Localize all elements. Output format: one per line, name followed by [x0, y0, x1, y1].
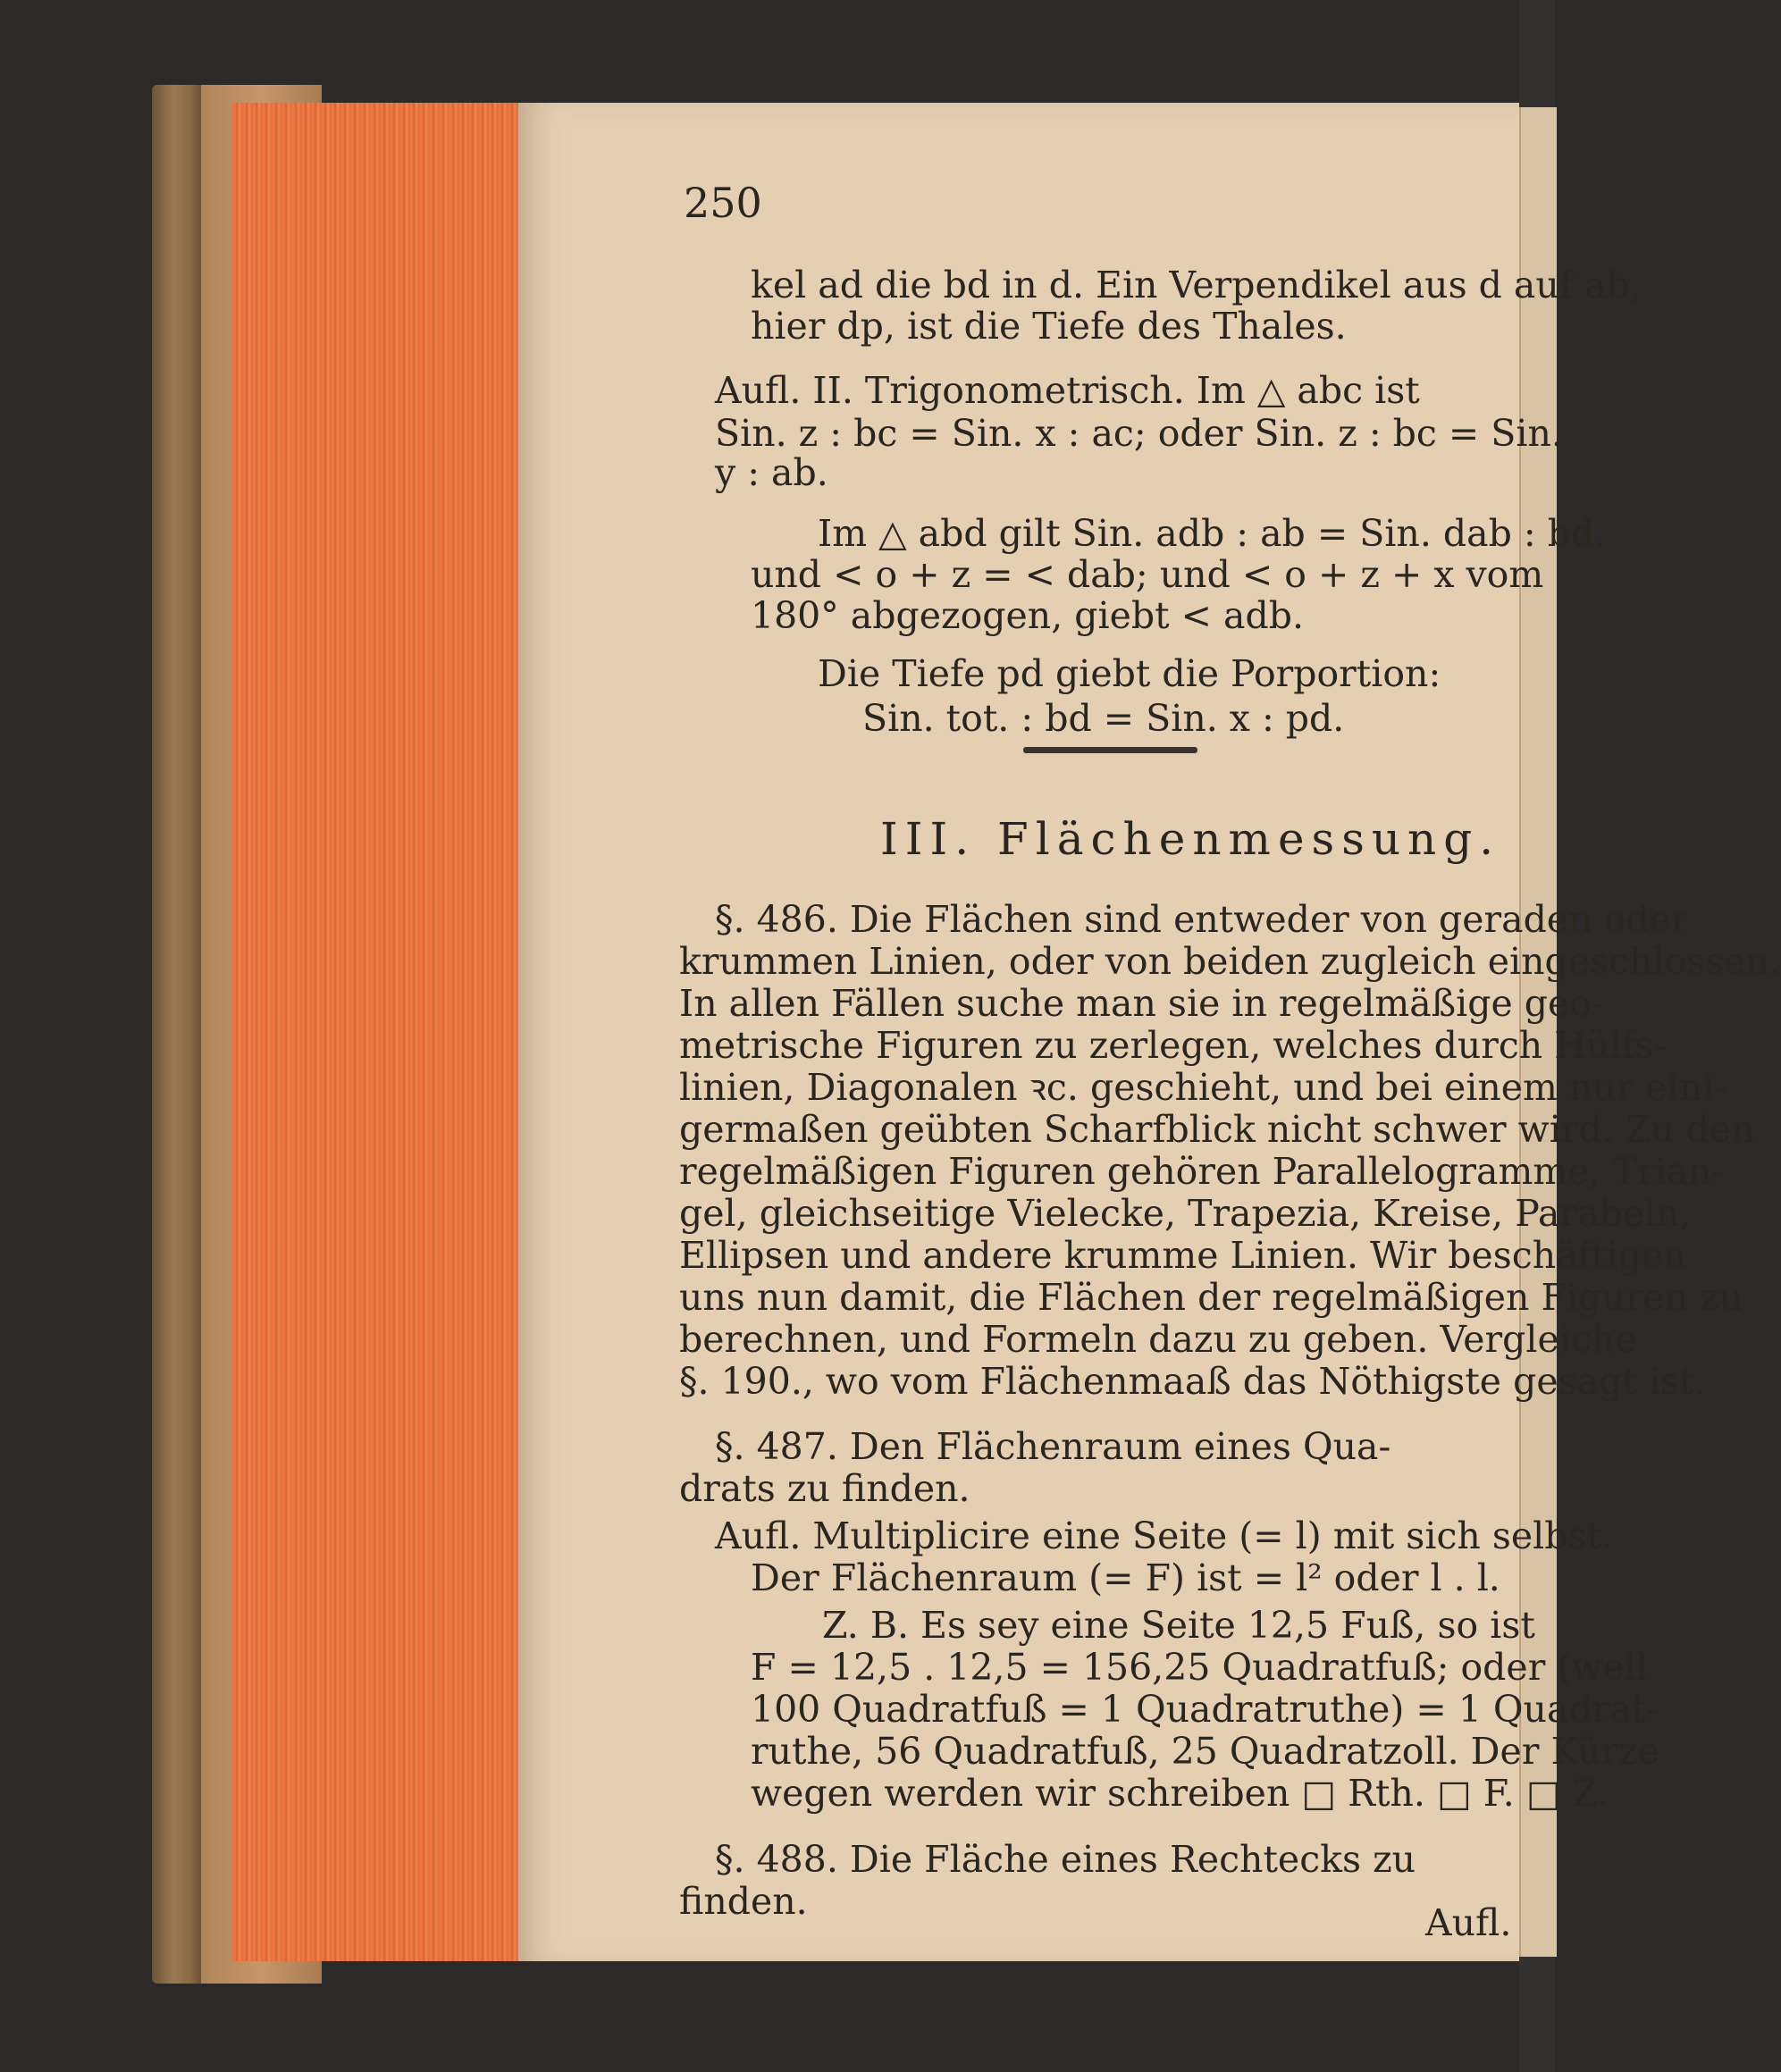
- text-line: wegen werden wir schreiben □ Rth. □ F. □ Z.: [751, 1772, 1609, 1815]
- separator-rule: [1023, 747, 1197, 753]
- book-spine: [152, 85, 206, 1984]
- text-line: Z. B. Es sey eine Seite 12,5 Fuß, so ist: [822, 1604, 1535, 1647]
- page-number: 250: [684, 179, 762, 227]
- text-line: linien, Diagonalen ꝛc. geschieht, und bei einem nur eini-: [679, 1066, 1727, 1109]
- text-line: Im △ abd gilt Sin. adb : ab = Sin. dab : bd.: [818, 512, 1607, 555]
- text-line: §. 486. Die Flächen sind entweder von geraden oder: [715, 898, 1689, 941]
- text-line: F = 12,5 . 12,5 = 156,25 Quadratfuß; oder (weil: [751, 1646, 1648, 1689]
- text-line: Sin. tot. : bd = Sin. x : pd.: [862, 697, 1345, 740]
- text-line: und < o + z = < dab; und < o + z + x vom: [751, 553, 1544, 596]
- text-line: krummen Linien, oder von beiden zugleich eingeschlossen.: [679, 940, 1781, 983]
- text-line: regelmäßigen Figuren gehören Parallelogramme, Trian-: [679, 1150, 1725, 1193]
- text-line: Aufl.: [1425, 1901, 1512, 1944]
- text-line: §. 488. Die Fläche eines Rechtecks zu: [715, 1838, 1416, 1881]
- text-line: drats zu finden.: [679, 1467, 970, 1510]
- text-line: Aufl. II. Trigonometrisch. Im △ abc ist: [715, 369, 1420, 412]
- text-line: 180° abgezogen, giebt < adb.: [751, 594, 1304, 637]
- text-line: metrische Figuren zu zerlegen, welches durch Hülfs-: [679, 1024, 1667, 1067]
- text-line: uns nun damit, die Flächen der regelmäßigen Figuren zu: [679, 1276, 1743, 1319]
- text-line: Sin. z : bc = Sin. x : ac; oder Sin. z : bc = Sin.: [715, 412, 1563, 455]
- text-line: gel, gleichseitige Vielecke, Trapezia, Kreise, Parabeln,: [679, 1192, 1692, 1235]
- text-line: kel ad die bd in d. Ein Verpendikel aus d auf ab,: [751, 264, 1642, 306]
- text-line: hier dp, ist die Tiefe des Thales.: [751, 305, 1347, 348]
- text-line: y : ab.: [715, 451, 828, 494]
- text-line: §. 487. Den Flächenraum eines Qua-: [715, 1425, 1391, 1468]
- text-line: finden.: [679, 1880, 808, 1923]
- text-line: Aufl. Multiplicire eine Seite (= l) mit sich selbst.: [715, 1514, 1614, 1557]
- section-heading: III. Flächenmessung.: [880, 813, 1501, 865]
- text-line: In allen Fällen suche man sie in regelmäßige geo-: [679, 982, 1604, 1025]
- text-line: ruthe, 56 Quadratfuß, 25 Quadratzoll. Der Kürze: [751, 1730, 1660, 1773]
- text-line: Der Flächenraum (= F) ist = l² oder l . l.: [751, 1556, 1500, 1599]
- text-line: Die Tiefe pd giebt die Porportion:: [818, 652, 1441, 695]
- text-line: §. 190., wo vom Flächenmaaß das Nöthigste gesagt ist.: [679, 1360, 1706, 1403]
- text-line: Ellipsen und andere krumme Linien. Wir beschäftigen: [679, 1234, 1687, 1277]
- text-line: germaßen geübten Scharfblick nicht schwer wird. Zu den: [679, 1108, 1755, 1151]
- text-line: 100 Quadratfuß = 1 Quadratruthe) = 1 Quadrat-: [751, 1688, 1659, 1731]
- text-line: berechnen, und Formeln dazu zu geben. Vergleiche: [679, 1318, 1637, 1361]
